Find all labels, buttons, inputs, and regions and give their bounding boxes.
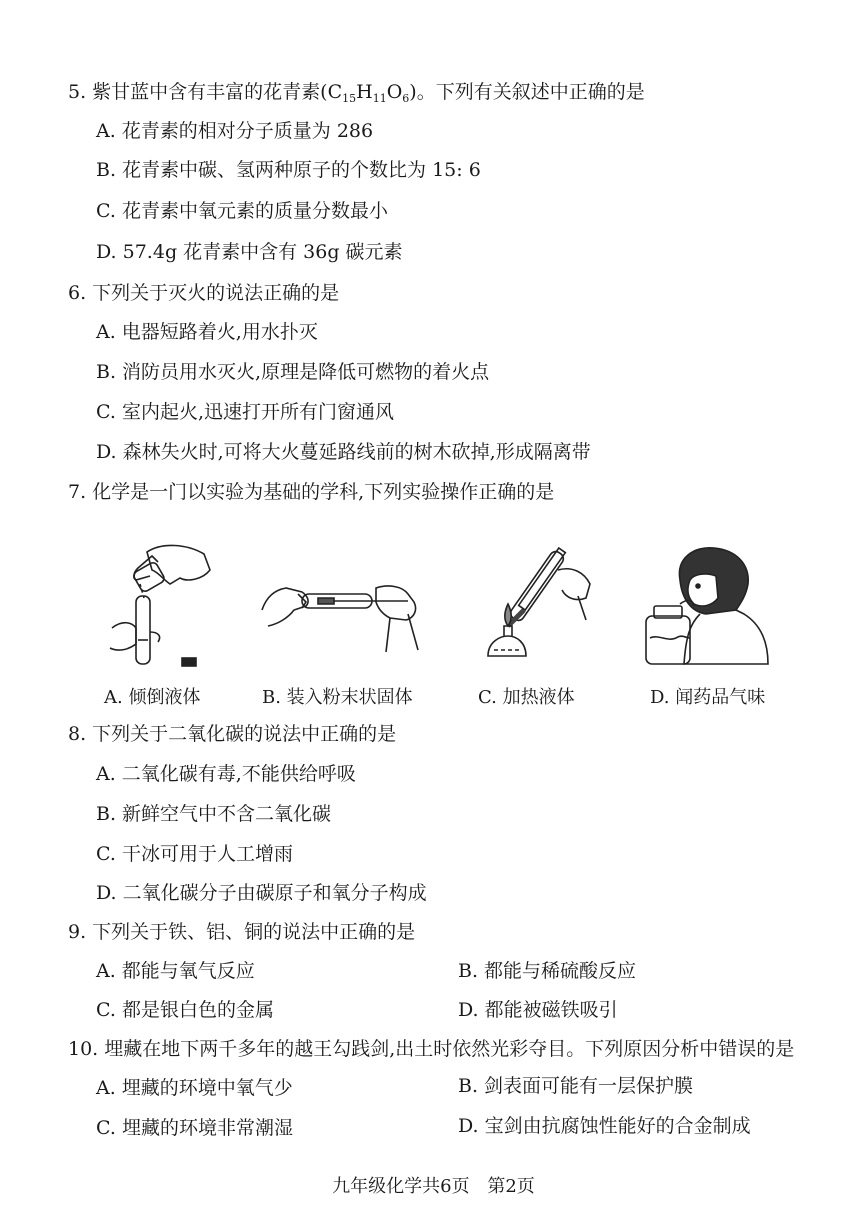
footer-course: 九年级化学共6页 (332, 1176, 470, 1197)
q8-stem: 8. 下列关于二氧化碳的说法中正确的是 (68, 723, 397, 745)
figure-b-caption: B. 装入粉末状固体 (262, 687, 413, 708)
page-footer (0, 1175, 867, 1199)
figure-pouring-liquid (92, 540, 232, 670)
q7-stem: 7. 化学是一门以实验为基础的学科,下列实验操作正确的是 (68, 481, 555, 503)
q9-stem: 9. 下列关于铁、铝、铜的说法中正确的是 (68, 921, 416, 943)
figure-d-caption: D. 闻药品气味 (650, 687, 766, 708)
figure-loading-powder (258, 540, 428, 670)
q8-option-b: B. 新鲜空气中不含二氧化碳 (96, 803, 332, 825)
q8-option-c: C. 干冰可用于人工增雨 (96, 843, 293, 865)
q8-option-d: D. 二氧化碳分子由碳原子和氧分子构成 (96, 882, 427, 904)
q5-option-a: A. 花青素的相对分子质量为 286 (96, 120, 374, 142)
q10-option-d: D. 宝剑由抗腐蚀性能好的合金制成 (458, 1115, 751, 1137)
q10-option-a: A. 埋藏的环境中氧气少 (96, 1077, 293, 1099)
figure-smelling-reagent (640, 540, 780, 670)
q8-option-a: A. 二氧化碳有毒,不能供给呼吸 (96, 763, 356, 785)
q9-option-c: C. 都是银白色的金属 (96, 999, 274, 1021)
q5-stem: 5. 紫甘蓝中含有丰富的花青素$(C_{15}H_{11}O_6)$。下列有关叙述中正确的是 (68, 81, 645, 105)
q6-option-b: B. 消防员用水灭火,原理是降低可燃物的着火点 (96, 361, 490, 383)
q9-option-d: D. 都能被磁铁吸引 (458, 999, 618, 1021)
q10-option-b: B. 剑表面可能有一层保护膜 (458, 1075, 694, 1097)
q5-option-d: D. 57.4g 花青素中含有 36g 碳元素 (96, 241, 403, 263)
footer-page-number: 第2页 (487, 1176, 535, 1197)
figure-a-caption: A. 倾倒液体 (104, 687, 201, 708)
figure-heating-liquid (468, 540, 608, 670)
q6-stem: 6. 下列关于灭火的说法正确的是 (68, 282, 340, 304)
figure-c-caption: C. 加热液体 (478, 687, 575, 708)
q6-option-d: D. 森林失火时,可将大火蔓延路线前的树木砍掉,形成隔离带 (96, 441, 591, 463)
q6-option-c: C. 室内起火,迅速打开所有门窗通风 (96, 401, 394, 423)
q5-option-b: B. 花青素中碳、氢两种原子的个数比为 15: 6 (96, 159, 481, 181)
q6-option-a: A. 电器短路着火,用水扑灭 (96, 321, 318, 343)
q9-option-b: B. 都能与稀硫酸反应 (458, 960, 637, 982)
q9-option-a: A. 都能与氧气反应 (96, 960, 255, 982)
q5-option-c: C. 花青素中氧元素的质量分数最小 (96, 200, 388, 222)
q10-stem: 10. 埋藏在地下两千多年的越王勾践剑,出土时依然光彩夺目。下列原因分析中错误的是 (68, 1038, 795, 1060)
q10-option-c: C. 埋藏的环境非常潮湿 (96, 1117, 293, 1139)
